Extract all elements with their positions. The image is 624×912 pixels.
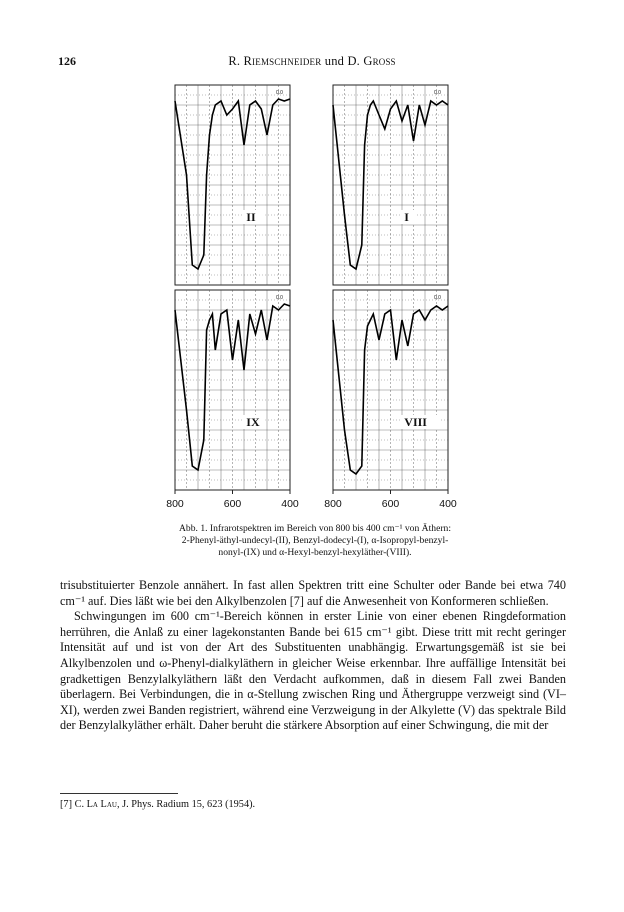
author-1-prefix: R. R [228,54,253,68]
x-tick-label: 800 [166,498,184,510]
x-tick-label: 400 [439,498,457,510]
page-number: 126 [58,54,76,68]
paragraph-2: Schwingungen im 600 cm⁻¹-Bereich können in erster Linie von einer ebenen Ringdeformation herrühren, die Anlaß zu einer lagekonstanten Bande bei 615 cm⁻¹ gibt. Diese tritt mit recht geringer Intensität auf und ist von der Art des Substituenten unabhängig. Erwartungsgemäß ist sie bei Alkylbenzolen und ω-Phenyl-dialkyläthern in gleicher Weise erkennbar. Ihre auffällige Intensität bei gradkettigen Benzylalkyläthern läßt den Verdacht aufkommen, daß in diesem Fall zwei Banden überlagern. Bei Verbindungen, die in α-Stellung zwischen Ring und Äthergruppe verzweigt sind (VI–XI), werden zwei Banden registriert, während eine Verzweigung in der Alkylette (V) das spektrale Bild der Benzylalkyläther erhält. Daher beruht die stärkere Absorption auf einer Schwingung, die mit der [60,609,566,733]
footnote-prefix: [7] C. [60,799,87,810]
author-2-surname: roß [372,54,396,68]
footnote-author: La Lau [86,799,117,810]
x-tick-label: 600 [223,498,242,510]
x-tick-label: 400 [281,498,299,510]
panel-roman-label: IX [246,415,260,429]
author-connector: und D. G [321,54,373,68]
panel-top-label: 0.0 [276,90,283,96]
paragraph-1: trisubstituierter Benzole annähert. In fast allen Spektren tritt eine Schulter oder Bande bei etwa 740 cm⁻¹ auf. Dies läßt wie bei den Alkylbenzolen [7] auf die Anwesenheit von Konformeren schließen. [60,578,566,608]
panel-roman-label: II [246,210,256,224]
panel-roman-label: I [404,210,409,224]
author-1-surname: iemschneider [252,54,322,68]
panel-top-label: 0.0 [434,295,441,301]
footnote [60,799,255,810]
footnote-citation: , J. Phys. Radium 15, 623 (1954). [116,799,256,810]
panel-top-label: 0.0 [434,90,441,96]
caption-line-1: Abb. 1. Infrarotspektren im Bereich von 800 bis 400 cm⁻¹ von Äthern: [179,523,451,534]
panel-roman-label: VIII [404,415,427,429]
caption-line-2: 2-Phenyl-äthyl-undecyl-(II), Benzyl-dodecyl-(I), α-Isopropyl-benzyl- [181,535,449,546]
spectra-svg [150,80,470,520]
spectrum-trace [175,99,290,269]
caption-line-3: nonyl-(IX) und α-Hexyl-benzyl-hexyläther-(VIII). [218,547,412,558]
running-head [0,54,624,69]
footnote-rule [60,793,178,794]
ir-spectra-figure [150,80,470,520]
x-tick-label: 600 [381,498,400,510]
x-tick-label: 800 [324,498,342,510]
body-text [60,578,566,734]
panel-top-label: 0.0 [276,295,283,301]
figure-caption [110,523,520,559]
